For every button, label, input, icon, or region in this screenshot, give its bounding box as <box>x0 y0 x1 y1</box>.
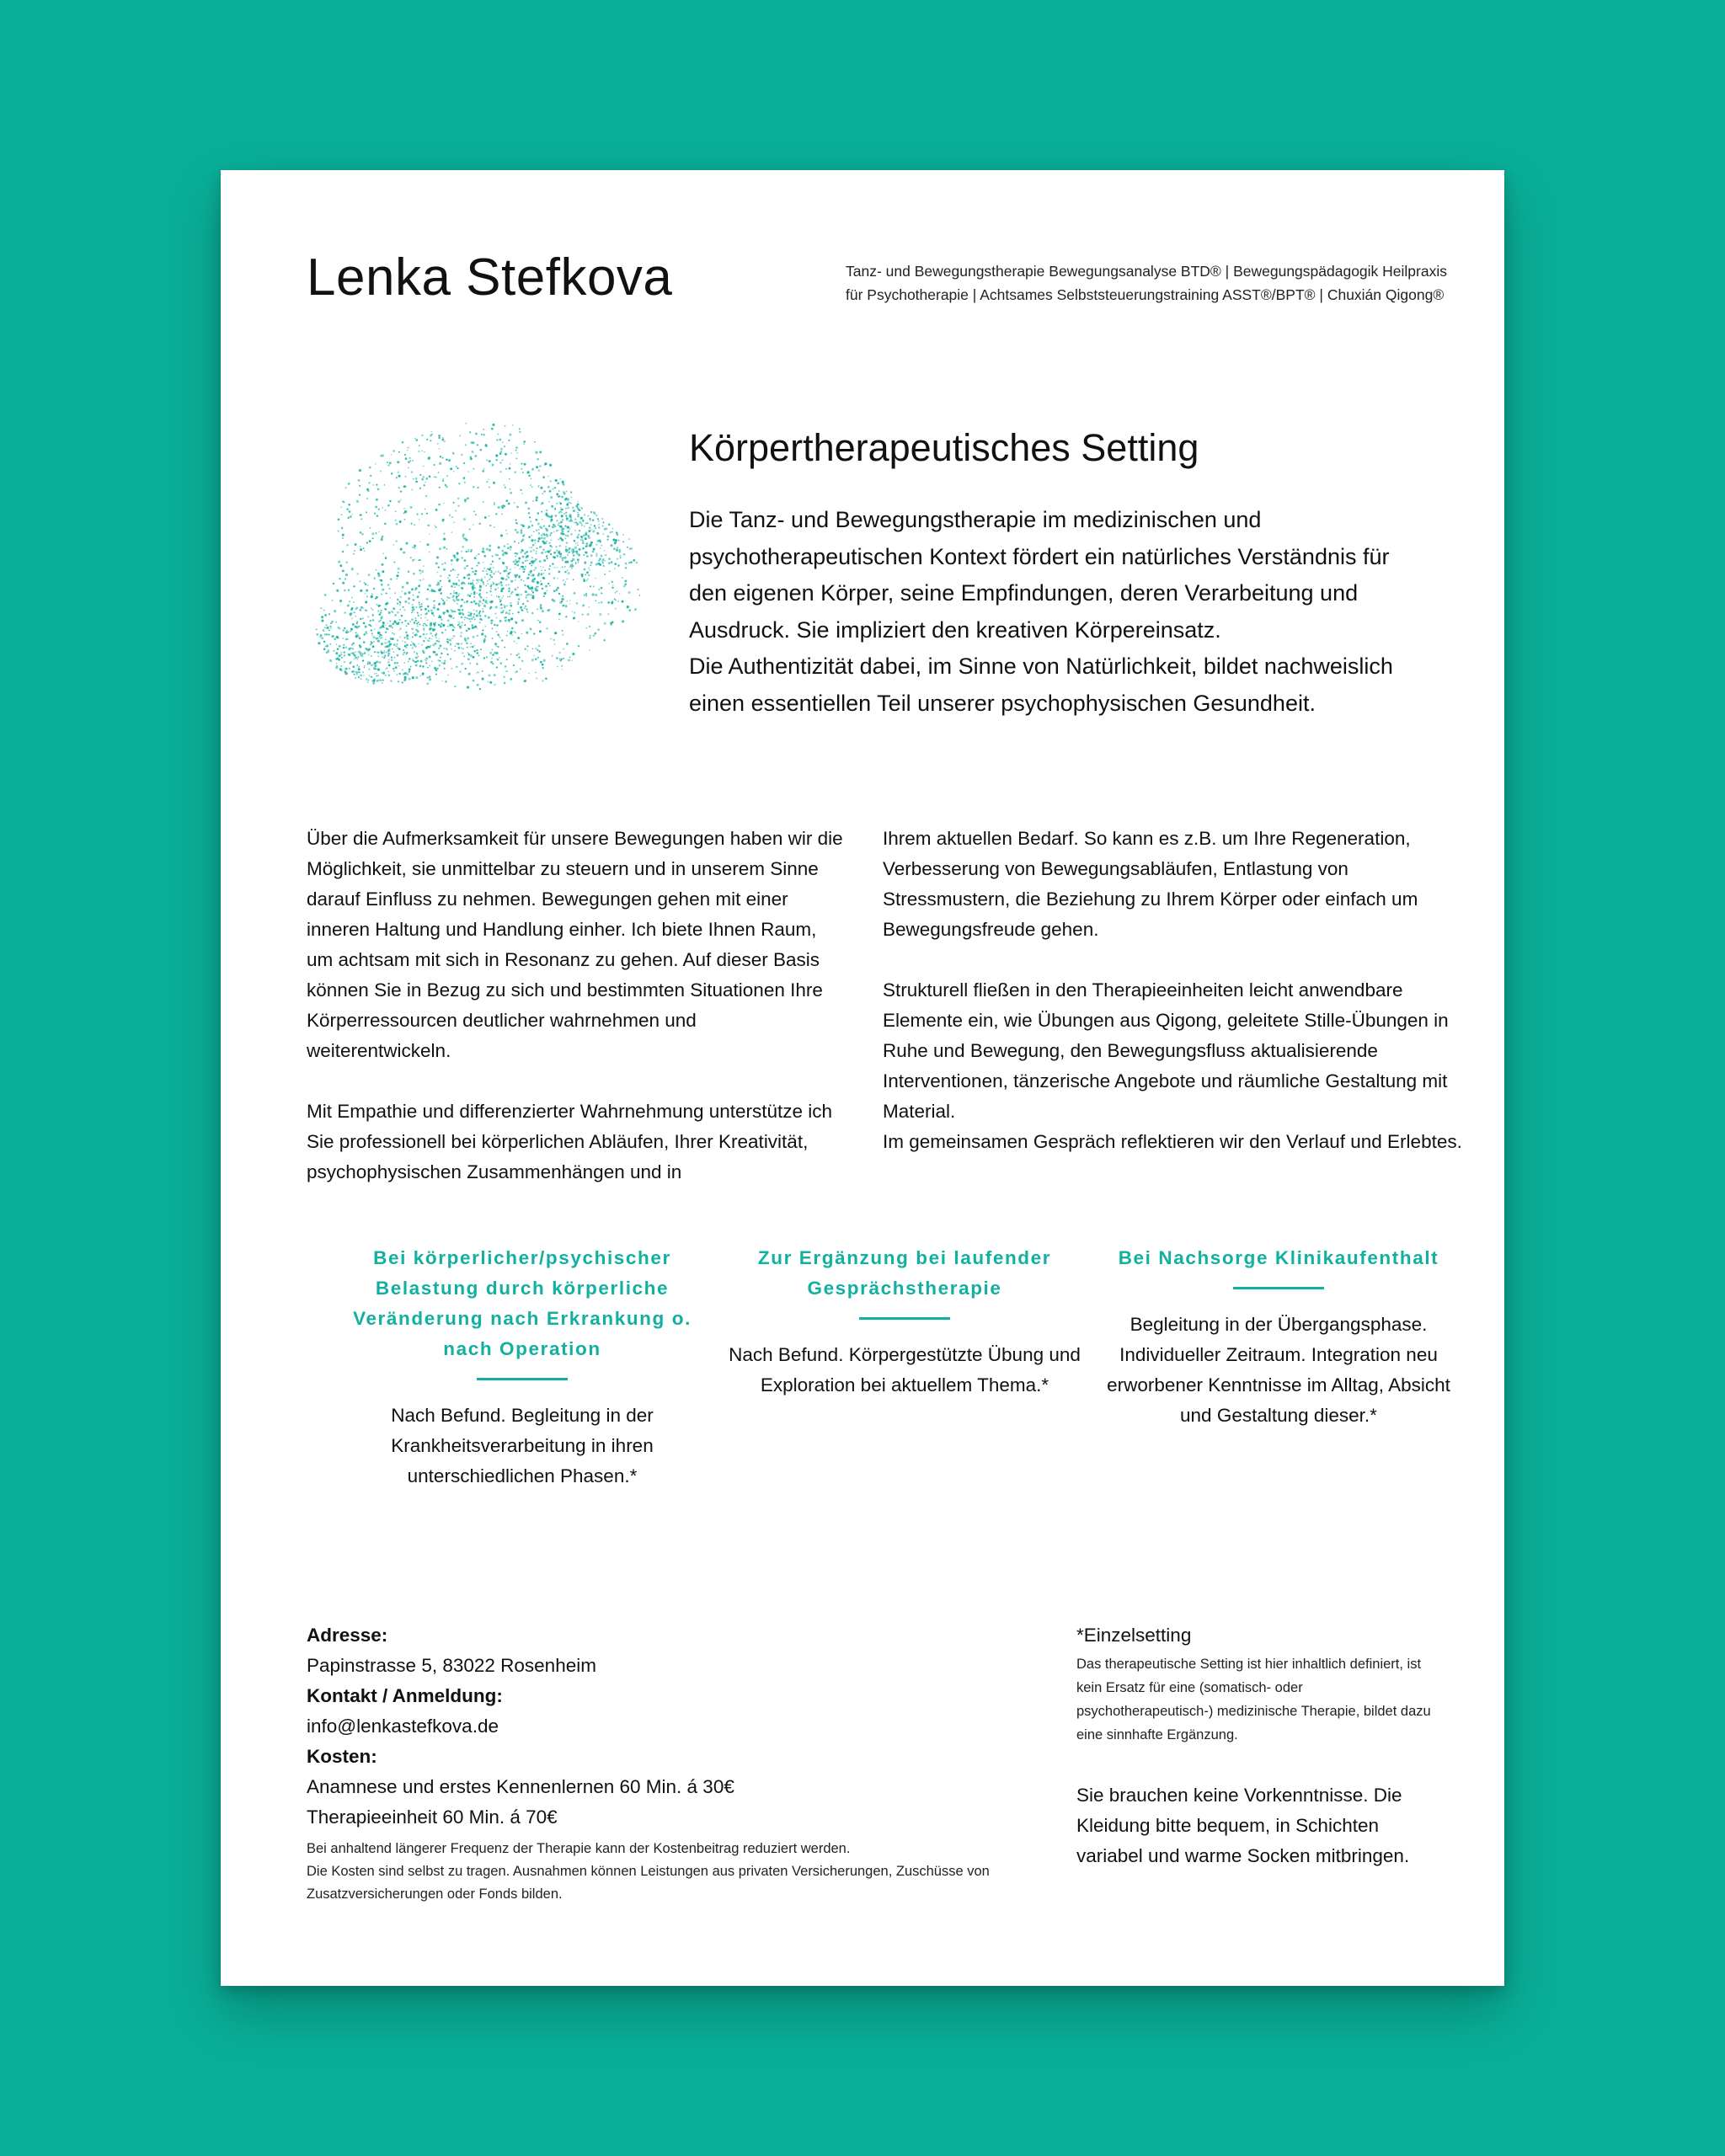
cost-item: Therapieeinheit 60 Min. á 70€ <box>307 1806 558 1828</box>
body-column-left <box>307 824 846 1218</box>
fineprint-line: Die Kosten sind selbst zu tragen. Ausnahmen können Leistungen aus privaten Versicherungen, Zuschüsse von Zusatzversicherungen oder Fonds bilden. <box>307 1864 990 1902</box>
body-paragraph: Über die Aufmerksamkeit für unsere Bewegungen haben wir die Möglichkeit, sie unmittelbar zu steuern und in unserem Sinne darauf Einfluss zu nehmen. Bewegungen gehen mit einer inneren Haltung und Handlung einher. Ich biete Ihnen Raum, um achtsam mit sich in Resonanz zu gehen. Auf dieser Basis können Sie in Bezug zu sich und bestimmten Situationen Ihre Körperressourcen deutlicher wahrnehmen und weiterentwickeln. <box>307 828 843 1061</box>
setting-note <box>1076 1620 1439 1871</box>
offer-card <box>1102 1243 1455 1431</box>
accent-divider <box>859 1317 950 1320</box>
note-title: *Einzelsetting <box>1076 1625 1192 1646</box>
offer-title: Bei körperlicher/psychischer Belastung durch körperliche Veränderung nach Erkrankung o. nach Operation <box>353 1247 692 1359</box>
address-label: Adresse: <box>307 1625 388 1646</box>
section-heading: Körpertherapeutisches Setting <box>689 426 1199 469</box>
body-paragraph: Strukturell fließen in den Therapieeinheiten leicht anwendbare Elemente ein, wie Übungen aus Qigong, geleitete Stille-Übungen in Ruhe und Bewegung, den Bewegungsfluss aktualisierende Interventionen, tänzerische Angebote und räumliche Gestaltung mit Material. <box>883 979 1449 1122</box>
body-paragraph: Im gemeinsamen Gespräch reflektieren wir den Verlauf und Erlebtes. <box>883 1131 1462 1152</box>
intro-paragraph: Die Authentizität dabei, im Sinne von Natürlichkeit, bildet nachweislich einen essentiellen Teil unserer psychophysischen Gesundheit. <box>689 654 1393 716</box>
offer-text: Nach Befund. Begleitung in der Krankheitsverarbeitung in ihren unterschiedlichen Phasen.* <box>391 1405 654 1486</box>
offer-card <box>345 1243 699 1492</box>
offer-text: Nach Befund. Körpergestützte Übung und Exploration bei aktuellem Thema.* <box>729 1344 1081 1396</box>
body-paragraph: Mit Empathie und differenzierter Wahrnehmung unterstütze ich Sie professionell bei körperlichen Abläufen, Ihrer Kreativität, psychophysischen Zusammenhängen und in <box>307 1101 833 1182</box>
accent-divider <box>477 1378 568 1380</box>
offer-text: Begleitung in der Übergangsphase. Individueller Zeitraum. Integration neu erworbener Kenntnisse im Alltag, Absicht und Gestaltung dieser.* <box>1107 1314 1450 1426</box>
body-column-right <box>883 824 1472 1187</box>
address-value: Papinstrasse 5, 83022 Rosenheim <box>307 1655 596 1676</box>
practitioner-name: Lenka Stefkova <box>307 248 673 307</box>
costs-label: Kosten: <box>307 1746 377 1767</box>
email-link[interactable]: info@lenkastefkova.de <box>307 1716 499 1737</box>
contact-label: Kontakt / Anmeldung: <box>307 1685 503 1706</box>
offer-title: Bei Nachsorge Klinikaufenthalt <box>1118 1247 1439 1268</box>
fineprint-line: Bei anhaltend längerer Frequenz der Therapie kann der Kostenbeitrag reduziert werden. <box>307 1841 851 1856</box>
contact-block <box>307 1620 997 1906</box>
body-paragraph: Ihrem aktuellen Bedarf. So kann es z.B. um Ihre Regeneration, Verbesserung von Bewegungsabläufen, Entlastung von Stressmustern, die Beziehung zu Ihrem Körper oder einfach um Bewegungsfreude gehen. <box>883 828 1418 940</box>
intro-paragraph: Die Tanz- und Bewegungstherapie im medizinischen und psychotherapeutischen Kontext fördert ein natürliches Verständnis für den eigenen Körper, seine Empfindungen, deren Verarbeitung und Ausdruck. Sie impliziert den kreativen Körpereinsatz. <box>689 507 1390 643</box>
intro-text <box>689 502 1430 722</box>
dotted-texture-blob-icon <box>303 414 640 734</box>
qualifications-tagline: Tanz- und Bewegungstherapie Bewegungsanalyse BTD® | Bewegungspädagogik Heilpraxis für Psychotherapie | Achtsames Selbststeuerungstraining ASST®/BPT® | Chuxián Qigong® <box>846 263 1447 303</box>
flyer-page <box>221 170 1504 1986</box>
accent-divider <box>1233 1287 1324 1289</box>
cost-fineprint <box>307 1838 997 1906</box>
offer-title: Zur Ergänzung bei laufender Gesprächstherapie <box>757 1247 1052 1299</box>
note-text: Das therapeutische Setting ist hier inhaltlich definiert, ist kein Ersatz für eine (somatisch- oder psychotherapeutisch-) medizinische Therapie, bildet dazu eine sinnhafte Ergänzung. <box>1076 1657 1431 1742</box>
cost-item: Anamnese und erstes Kennenlernen 60 Min. á 30€ <box>307 1776 734 1797</box>
note-requirements: Sie brauchen keine Vorkenntnisse. Die Kleidung bitte bequem, in Schichten variabel und warme Socken mitbringen. <box>1076 1785 1410 1866</box>
offer-card <box>728 1243 1081 1401</box>
